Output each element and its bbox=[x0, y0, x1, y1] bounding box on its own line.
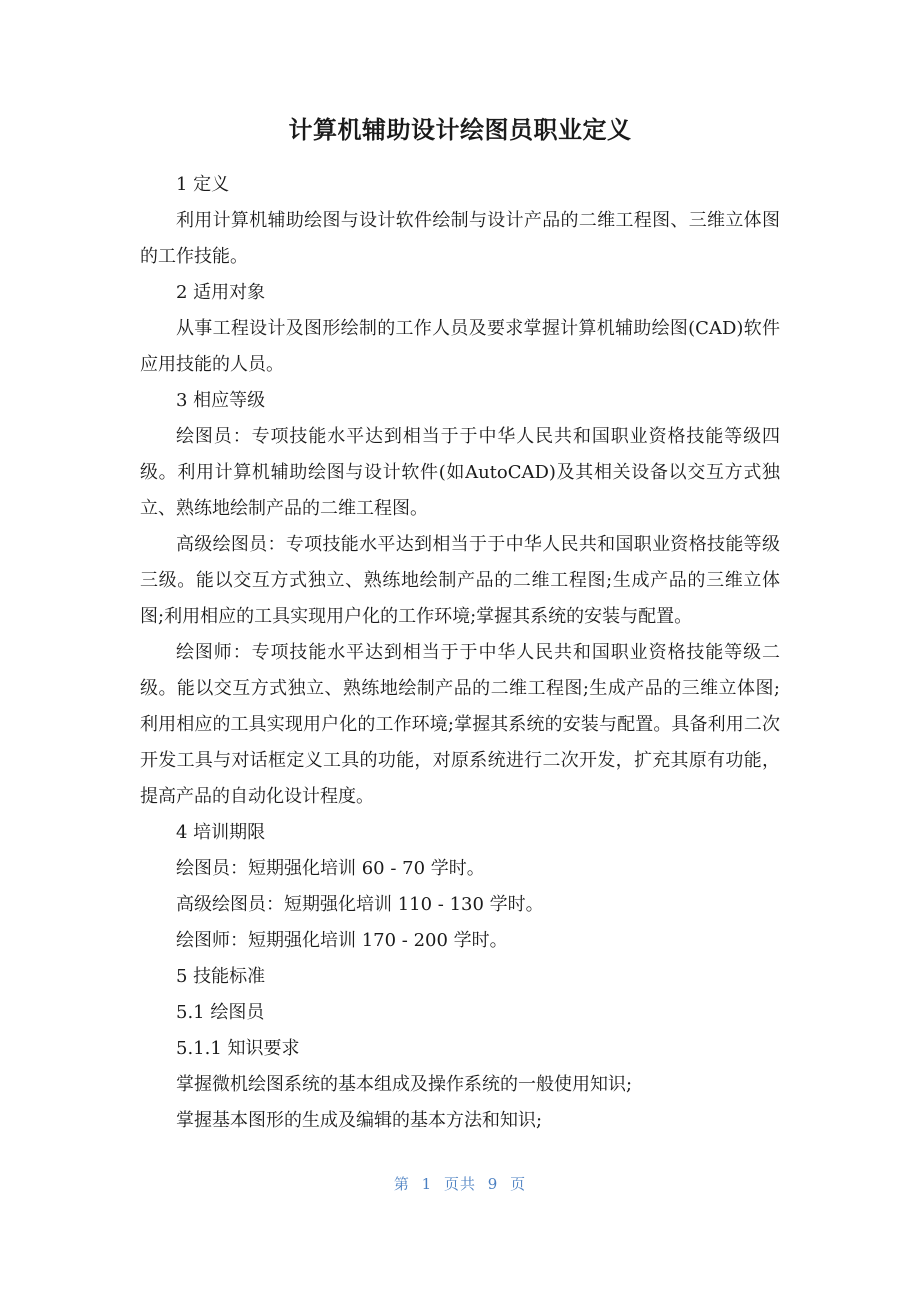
body-paragraph: 绘图员：专项技能水平达到相当于于中华人民共和国职业资格技能等级四级。利用计算机辅助绘图与设计软件(如AutoCAD)及其相关设备以交互方式独立、熟练地绘制产品的二维工程图。 bbox=[140, 426, 780, 519]
document-body bbox=[140, 167, 780, 1139]
document-title: 计算机辅助设计绘图员职业定义 bbox=[288, 116, 632, 144]
section-line: 4 培训期限 bbox=[176, 822, 266, 843]
section-line: 掌握基本图形的生成及编辑的基本方法和知识; bbox=[176, 1110, 543, 1131]
section-line: 3 相应等级 bbox=[176, 390, 266, 411]
body-paragraph: 高级绘图员：专项技能水平达到相当于于中华人民共和国职业资格技能等级三级。能以交互方式独立、熟练地绘制产品的二维工程图;生成产品的三维立体图;利用相应的工具实现用户化的工作环境;掌握其系统的安装与配置。 bbox=[140, 534, 780, 627]
page-footer bbox=[0, 1170, 920, 1198]
section-line: 绘图员：短期强化培训 60 - 70 学时。 bbox=[176, 858, 485, 879]
section-line: 掌握微机绘图系统的基本组成及操作系统的一般使用知识; bbox=[176, 1074, 633, 1095]
body-paragraph: 利用计算机辅助绘图与设计软件绘制与设计产品的二维工程图、三维立体图的工作技能。 bbox=[140, 210, 780, 267]
footer-total-pages: 9 bbox=[487, 1175, 499, 1193]
section-line: 高级绘图员：短期强化培训 110 - 130 学时。 bbox=[176, 894, 544, 915]
section-line: 1 定义 bbox=[176, 174, 230, 195]
footer-middle: 页共 bbox=[443, 1175, 476, 1193]
footer-suffix: 页 bbox=[510, 1175, 527, 1193]
section-line: 绘图师：短期强化培训 170 - 200 学时。 bbox=[176, 930, 508, 951]
section-line: 5.1.1 知识要求 bbox=[176, 1038, 300, 1059]
body-paragraph: 绘图师：专项技能水平达到相当于于中华人民共和国职业资格技能等级二级。能以交互方式独立、熟练地绘制产品的二维工程图;生成产品的三维立体图;利用相应的工具实现用户化的工作环境;掌握其系统的安装与配置。具备利用二次开发工具与对话框定义工具的功能，对原系统进行二次开发，扩充其原有功能，提高产品的自动化设计程度。 bbox=[140, 642, 780, 807]
body-paragraph: 从事工程设计及图形绘制的工作人员及要求掌握计算机辅助绘图(CAD)软件应用技能的人员。 bbox=[140, 318, 780, 375]
footer-current-page: 1 bbox=[421, 1175, 433, 1193]
footer-prefix: 第 bbox=[393, 1175, 410, 1193]
section-line: 2 适用对象 bbox=[176, 282, 266, 303]
section-line: 5 技能标准 bbox=[176, 966, 266, 987]
section-line: 5.1 绘图员 bbox=[176, 1002, 265, 1023]
